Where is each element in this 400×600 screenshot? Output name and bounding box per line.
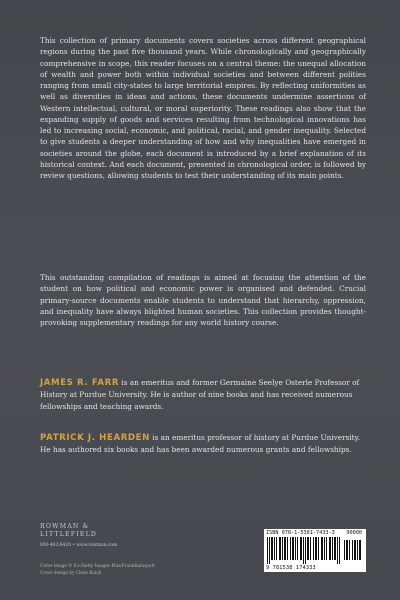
- barcode: [264, 529, 366, 572]
- publisher-name-line1: ROWMAN &: [40, 523, 90, 530]
- author-bio-farr: [40, 377, 366, 412]
- author-name-farr: JAMES R. FARR: [40, 378, 120, 388]
- cover-image-credit: Cover image © E+/Getty Images Plus/FrankRamspott: [40, 563, 155, 568]
- isbn-label: ISBN 978-1-5381-7433-3: [266, 530, 335, 536]
- author-name-hearden: PATRICK J. HEARDEN: [40, 433, 150, 443]
- author-bio-text-farr: is an emeritus and former Germaine Seelye Osterle Professor of History at Purdue University. He is author of nine books and has received numerous fellowships and teaching awards.: [40, 378, 360, 411]
- publisher-logo: [40, 523, 180, 549]
- publisher-name-line2: LITTLEFIELD: [40, 531, 98, 538]
- barcode-bars: [267, 537, 363, 564]
- publisher-contact: 800-462-6420 • www.rowman.com: [40, 543, 118, 548]
- barcode-number: 9 781538 174333: [266, 565, 316, 571]
- author-bio-text-hearden: is an emeritus professor of history at Purdue University. He has authored six books and has been awarded numerous grants and fellowships.: [40, 433, 361, 455]
- barcode-addon-number: 90000: [346, 530, 362, 536]
- description-paragraph-2: This outstanding compilation of readings is aimed at focusing the attention of the student on how political and economic power is organised and defended. Crucial primary-source documents enable students to understand that hierarchy, oppression, and inequality have always blighted human societies. This collection provides thought-provoking supplementary readings for any world history course.: [40, 273, 366, 327]
- cover-design-credit: Cover design by Chloe Batch: [40, 570, 102, 575]
- description-paragraph-1: This collection of primary documents covers societies across different geographical regions during the past five thousand years. While chronologically and geographically comprehensive in scope, this reader focuses on a central theme: the unequal allocation of wealth and power both within individual societies and between different polities ranging from small city-states to large territorial empires. By reflecting uniformities as well as diversities in ideas and actions, these documents undermine assertions of Western intellectual, cultural, or moral superiority. These readings also show that the expanding supply of goods and services resulting from technological innovations has led to increasing social, economic, and political, racial, and gender inequality. Selected to give students a deeper understanding of how and why inequalities have emerged in societies around the globe, each document is introduced by a brief explanation of its historical context. And each document, presented in chronological order, is followed by review questions, allowing students to test their understanding of its main points.: [40, 36, 366, 180]
- author-bio-hearden: [40, 432, 366, 456]
